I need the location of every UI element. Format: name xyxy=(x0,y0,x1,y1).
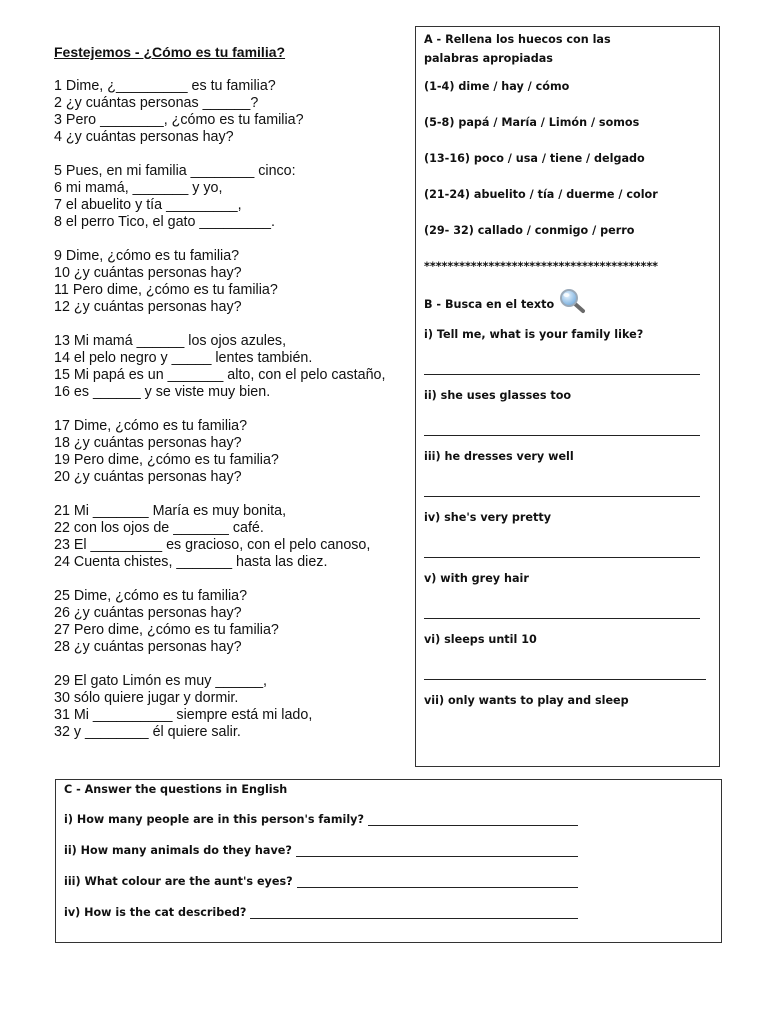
word-bank-group: (29- 32) callado / conmigo / perro xyxy=(424,224,635,237)
section-c-question xyxy=(64,906,578,919)
poem-line: 4 ¿y cuántas personas hay? xyxy=(54,129,234,145)
word-bank-group: (21-24) abuelito / tía / duerme / color xyxy=(424,188,658,201)
section-b-prompt: vii) only wants to play and sleep xyxy=(424,694,629,707)
answer-line[interactable] xyxy=(424,679,706,680)
poem-stanza xyxy=(54,248,414,316)
poem-line: 24 Cuenta chistes, _______ hasta las diez. xyxy=(54,554,328,570)
poem-line: 3 Pero ________, ¿cómo es tu familia? xyxy=(54,112,304,128)
section-b-prompt: i) Tell me, what is your family like? xyxy=(424,328,644,341)
section-b-heading-row xyxy=(424,292,713,318)
section-b-heading: B - Busca en el texto xyxy=(424,298,555,311)
section-b-prompt: ii) she uses glasses too xyxy=(424,389,572,402)
poem-line: 13 Mi mamá ______ los ojos azules, xyxy=(54,333,287,349)
poem-stanza xyxy=(54,163,414,231)
poem-line: 5 Pues, en mi familia ________ cinco: xyxy=(54,163,296,179)
section-b-items xyxy=(424,326,713,710)
poem-line: 14 el pelo negro y _____ lentes también. xyxy=(54,350,313,366)
answer-line[interactable] xyxy=(250,906,578,919)
poem-stanza xyxy=(54,673,414,741)
poem-line: 31 Mi __________ siempre está mi lado, xyxy=(54,707,313,723)
section-c-heading: C - Answer the questions in English xyxy=(64,783,288,796)
section-c-question xyxy=(64,875,578,888)
section-c-question xyxy=(64,844,578,857)
poem-line: 28 ¿y cuántas personas hay? xyxy=(54,639,242,655)
section-a-heading: A - Rellena los huecos con las palabras apropiadas xyxy=(424,33,611,65)
poem-line: 20 ¿y cuántas personas hay? xyxy=(54,469,242,485)
word-bank xyxy=(424,78,713,240)
poem-line: 30 sólo quiere jugar y dormir. xyxy=(54,690,239,706)
magnifier-icon xyxy=(558,288,586,314)
poem-line: 22 con los ojos de _______ café. xyxy=(54,520,264,536)
poem-line: 11 Pero dime, ¿cómo es tu familia? xyxy=(54,282,278,298)
poem-line: 7 el abuelito y tía _________, xyxy=(54,197,242,213)
poem-line: 9 Dime, ¿cómo es tu familia? xyxy=(54,248,240,264)
section-b-prompt: vi) sleeps until 10 xyxy=(424,633,537,646)
poem-line: 32 y ________ él quiere salir. xyxy=(54,724,241,740)
poem-line: 27 Pero dime, ¿cómo es tu familia? xyxy=(54,622,279,638)
word-bank-group: (5-8) papá / María / Limón / somos xyxy=(424,116,640,129)
answer-line[interactable] xyxy=(424,374,700,375)
poem-title: Festejemos - ¿Cómo es tu familia? xyxy=(54,44,286,60)
poem-stanza xyxy=(54,418,414,486)
section-b-prompt: iii) he dresses very well xyxy=(424,450,574,463)
poem-line: 17 Dime, ¿cómo es tu familia? xyxy=(54,418,248,434)
answer-line[interactable] xyxy=(368,813,578,826)
poem-stanza xyxy=(54,333,414,401)
section-c-question-text: i) How many people are in this person's family? xyxy=(64,813,364,826)
poem-stanza xyxy=(54,588,414,656)
word-bank-group: (1-4) dime / hay / cómo xyxy=(424,80,570,93)
section-b-prompt: iv) she's very pretty xyxy=(424,511,552,524)
answer-line[interactable] xyxy=(424,435,700,436)
poem-line: 12 ¿y cuántas personas hay? xyxy=(54,299,242,315)
poem-line: 29 El gato Limón es muy ______, xyxy=(54,673,268,689)
section-c-question-text: iv) How is the cat described? xyxy=(64,906,247,919)
exercise-box-c xyxy=(55,779,722,943)
separator-stars: **************************************** xyxy=(424,260,659,273)
answer-line[interactable] xyxy=(297,875,578,888)
poem-line: 25 Dime, ¿cómo es tu familia? xyxy=(54,588,248,604)
poem-stanza xyxy=(54,78,414,146)
poem-line: 10 ¿y cuántas personas hay? xyxy=(54,265,242,281)
poem-line: 19 Pero dime, ¿cómo es tu familia? xyxy=(54,452,279,468)
poem-line: 15 Mi papá es un _______ alto, con el pelo castaño, xyxy=(54,367,386,383)
poem-line: 1 Dime, ¿_________ es tu familia? xyxy=(54,78,276,94)
section-c-question xyxy=(64,813,578,826)
poem-line: 2 ¿y cuántas personas ______? xyxy=(54,95,259,111)
answer-line[interactable] xyxy=(296,844,578,857)
exercise-box-a-b xyxy=(415,26,720,767)
poem-stanzas xyxy=(54,78,414,741)
poem-line: 23 El _________ es gracioso, con el pelo canoso, xyxy=(54,537,371,553)
poem-line: 26 ¿y cuántas personas hay? xyxy=(54,605,242,621)
poem-line: 6 mi mamá, _______ y yo, xyxy=(54,180,223,196)
poem-column xyxy=(54,44,414,758)
section-c-question-text: ii) How many animals do they have? xyxy=(64,844,292,857)
poem-stanza xyxy=(54,503,414,571)
poem-line: 18 ¿y cuántas personas hay? xyxy=(54,435,242,451)
answer-line[interactable] xyxy=(424,557,700,558)
word-bank-group: (13-16) poco / usa / tiene / delgado xyxy=(424,152,645,165)
answer-line[interactable] xyxy=(424,618,700,619)
answer-line[interactable] xyxy=(424,496,700,497)
poem-line: 21 Mi _______ María es muy bonita, xyxy=(54,503,287,519)
section-b-prompt: v) with grey hair xyxy=(424,572,529,585)
poem-line: 8 el perro Tico, el gato _________. xyxy=(54,214,275,230)
section-c-question-text: iii) What colour are the aunt's eyes? xyxy=(64,875,293,888)
poem-line: 16 es ______ y se viste muy bien. xyxy=(54,384,271,400)
